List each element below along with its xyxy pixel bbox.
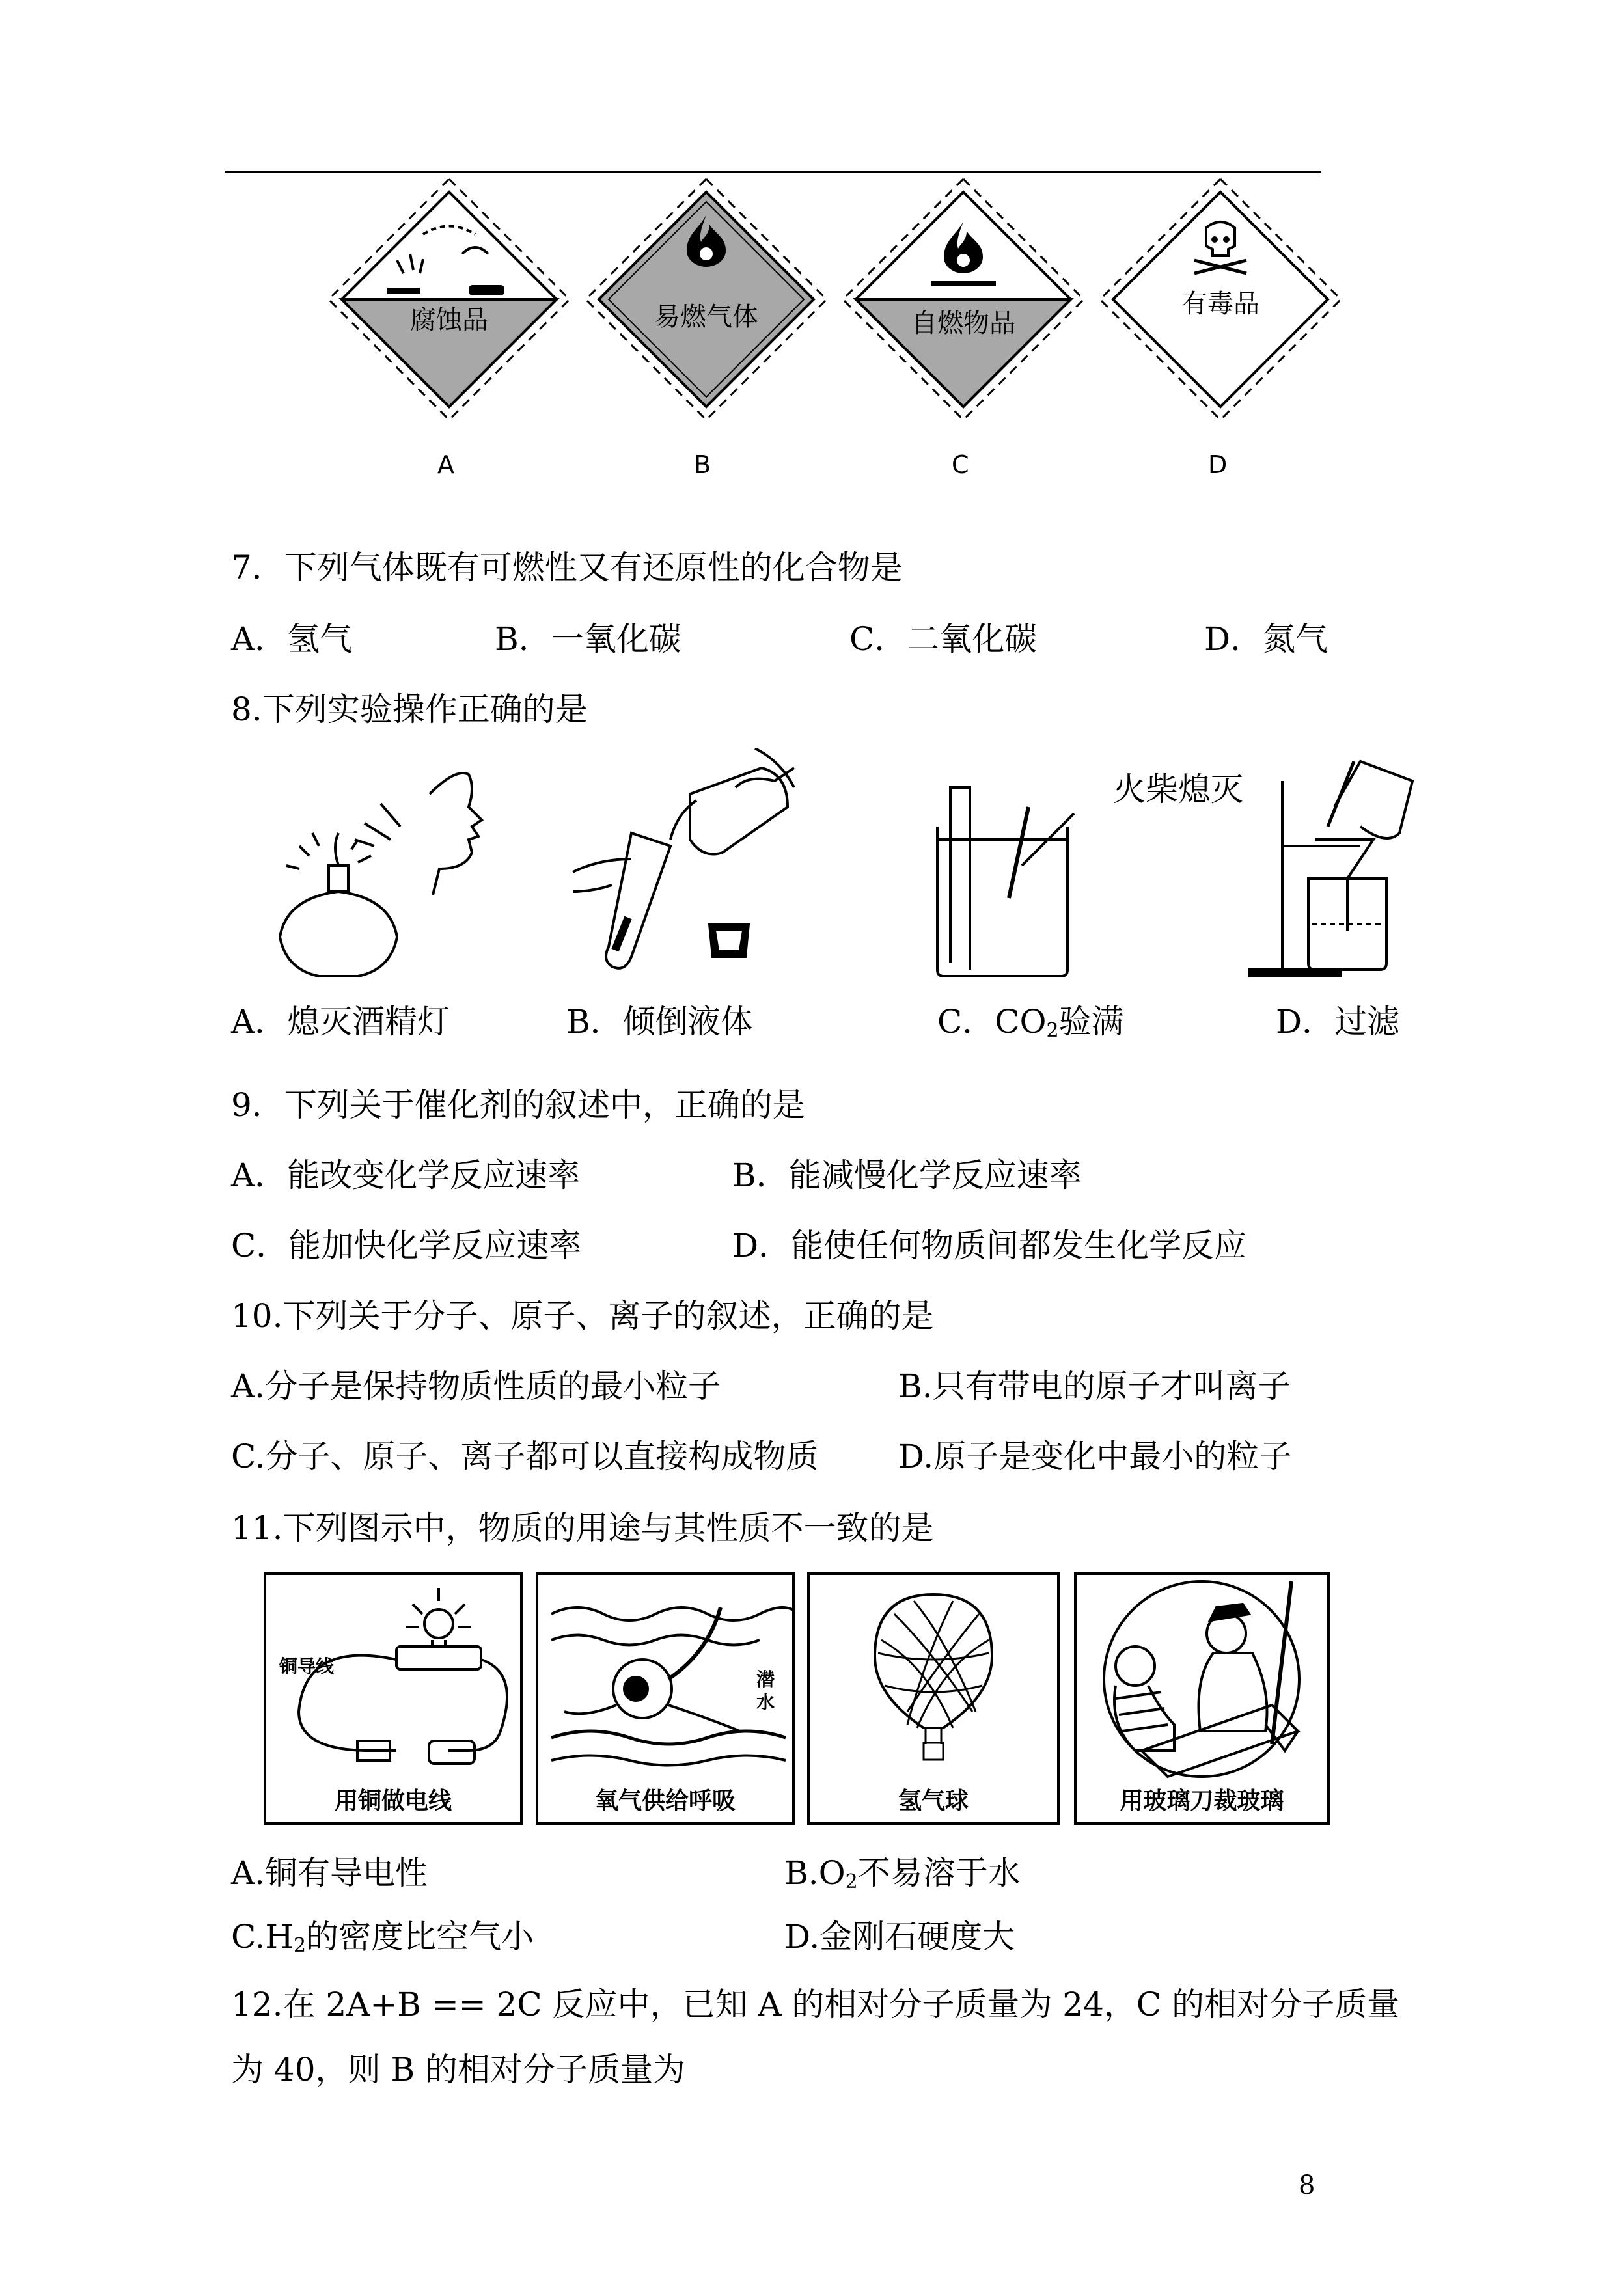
sign-label-d: 有毒品 [1181, 289, 1259, 319]
q8-option-b: B．倾倒液体 [566, 1003, 753, 1041]
sign-letter-b: B [694, 450, 711, 479]
fig-caption-4: 用玻璃刀裁玻璃 [1120, 1788, 1284, 1814]
fig-copper-wire [264, 1572, 523, 1825]
fig-filtration [1250, 761, 1412, 976]
q11-option-c: $C.H_2$的密度比空气小 [231, 1918, 534, 1957]
hazard-signs [312, 176, 1341, 423]
q10-option-c: C.分子、原子、离子都可以直接构成物质 [231, 1438, 819, 1475]
page-number: 8 [1299, 2170, 1315, 2200]
fig-glass-cutter-drawing [1077, 1575, 1327, 1781]
q9-option-c: C．能加快化学反应速率 [231, 1227, 582, 1264]
wire-label: 铜导线 [279, 1656, 335, 1677]
q8-option-c: C．$CO_2$验满 [937, 1003, 1124, 1042]
q11-stem: 11.下列图示中，物质的用途与其性质不一致的是 [231, 1509, 934, 1547]
q9-option-b: B．能减慢化学反应速率 [732, 1156, 1082, 1194]
sign-letter-c: C [952, 450, 969, 479]
q10-option-d: D.原子是变化中最小的粒子 [898, 1438, 1292, 1475]
diver-label-1: 潜 [756, 1669, 775, 1690]
fig-caption-3: 氢气球 [898, 1788, 969, 1814]
fig-balloon [807, 1572, 1060, 1825]
q11-option-b: $B.O_2$不易溶于水 [784, 1854, 1021, 1893]
q10-stem: 10.下列关于分子、原子、离子的叙述，正确的是 [231, 1297, 934, 1335]
fig-copper-wire-drawing [266, 1575, 520, 1781]
q7-option-c: C．二氧化碳 [849, 620, 1038, 658]
q8-option-d: D．过滤 [1276, 1003, 1400, 1041]
bulb-icon [424, 1609, 453, 1638]
q8-figures [260, 748, 1419, 989]
q8-annotation: 火柴熄灭 [1113, 771, 1243, 808]
q9-stem: 9．下列关于催化剂的叙述中，正确的是 [231, 1086, 805, 1124]
battery-icon [429, 1741, 475, 1764]
q8-option-a: A．熄灭酒精灯 [231, 1003, 450, 1041]
sign-label-c: 自燃物品 [911, 308, 1015, 338]
q7-option-a: A．氢气 [231, 620, 353, 658]
sign-flammable-gas [586, 179, 827, 420]
fig-blow-lamp [280, 773, 482, 976]
fig-caption-2: 氧气供给呼吸 [594, 1788, 736, 1814]
q12-line-2: 为 40，则 B 的相对分子质量为 [231, 2051, 686, 2088]
q11-option-d: D.金刚石硬度大 [784, 1918, 1015, 1956]
sign-label-b: 易燃气体 [654, 302, 758, 332]
fig-caption-1: 用铜做电线 [334, 1788, 452, 1814]
fig-balloon-drawing [810, 1575, 1057, 1781]
fig-pour-liquid [573, 748, 794, 968]
top-rule [225, 171, 1321, 173]
q7-stem: 7．下列气体既有可燃性又有还原性的化合物是 [231, 549, 903, 586]
q9-option-d: D．能使任何物质间都发生化学反应 [732, 1227, 1247, 1264]
sign-corrosive [329, 179, 570, 420]
sign-letter-a: A [437, 450, 454, 479]
q9-option-a: A．能改变化学反应速率 [231, 1156, 581, 1194]
sign-label-a: 腐蚀品 [410, 305, 488, 335]
sign-letter-d: D [1208, 450, 1228, 479]
q11-option-a: A.铜有导电性 [231, 1854, 428, 1892]
fig-co2-test [937, 787, 1074, 976]
fig-diver [536, 1572, 795, 1825]
q10-option-a: A.分子是保持物质性质的最小粒子 [231, 1367, 721, 1405]
diver-label-2: 水 [756, 1691, 775, 1713]
sign-toxic [1100, 179, 1341, 420]
fig-glass-cutter [1074, 1572, 1330, 1825]
fig-diver-drawing [538, 1575, 792, 1781]
q7-option-b: B．一氧化碳 [495, 620, 681, 658]
q7-option-d: D．氮气 [1204, 620, 1328, 658]
q8-stem: 8.下列实验操作正确的是 [231, 690, 588, 728]
q10-option-b: B.只有带电的原子才叫离子 [898, 1367, 1291, 1405]
q12-line-1: 12.在 2A+B == 2C 反应中，已知 A 的相对分子质量为 24，C 的相对分子质量 [231, 1986, 1400, 2023]
sign-spontaneous-combustion [843, 179, 1084, 420]
